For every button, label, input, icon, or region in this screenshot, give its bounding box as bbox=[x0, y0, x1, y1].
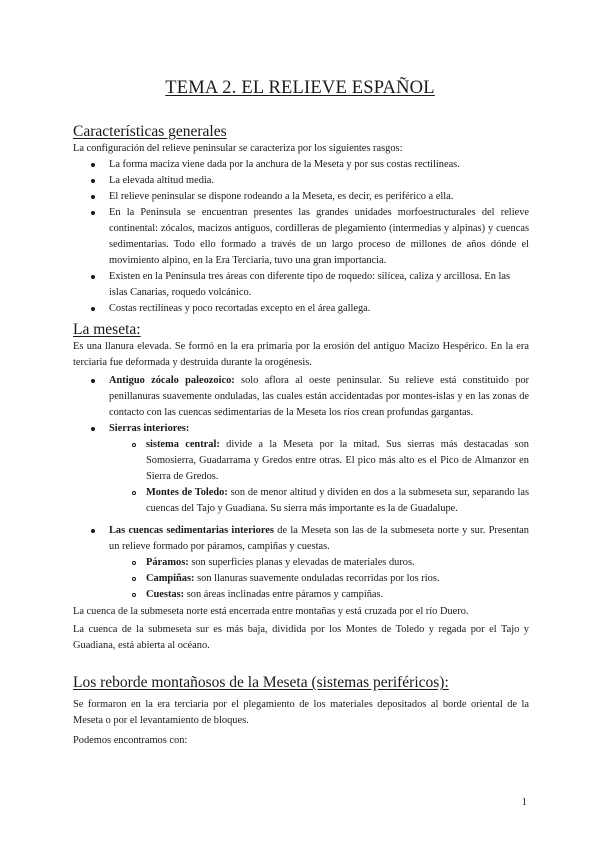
sistema-central-text: divide a la Meseta por la mitad. Sus sierras más destacadas son Somosierra, Guadarrama y Gredos entre otras. El pico más alto es el Pico de Almanzor en Sierra de Gredos. bbox=[146, 439, 529, 482]
section2-para-norte: La cuenca de la submeseta norte está encerrada entre montañas y está cruzada por el río Duero. bbox=[73, 606, 469, 617]
paramos-label: Páramos: bbox=[146, 557, 189, 568]
montes-toledo-label: Montes de Toledo: bbox=[146, 487, 228, 498]
bullet-icon bbox=[91, 307, 95, 311]
section1-bullet-5: Existen en la Península tres áreas con diferente tipo de roquedo: silícea, caliza y arcillosa. En las islas Canarias, roquedo volcánico. bbox=[109, 271, 511, 298]
paramos-text: son superficies planas y elevadas de materiales duros. bbox=[188, 557, 415, 568]
bullet-icon bbox=[91, 211, 95, 215]
section1-bullet-6: Costas rectilíneas y poco recortadas excepto en el área gallega. bbox=[109, 303, 371, 314]
cuencas-item bbox=[109, 523, 529, 555]
section2-para-sur: La cuenca de la submeseta sur es más baja, dividida por los Montes de Toledo y regada por el Tajo y Guadiana, está abierta al océano. bbox=[73, 624, 529, 651]
zocalo-label: Antiguo zócalo paleozoico: bbox=[109, 375, 235, 386]
section1-bullet-2: La elevada altitud media. bbox=[109, 175, 215, 186]
section2-intro: Es una llanura elevada. Se formó en la era primaria por la erosión del antiguo Macizo Hespérico. En la era terciaria fue deformada y destruida durante la orogénesis. bbox=[73, 341, 529, 368]
campinas-item bbox=[146, 571, 529, 587]
montes-toledo-item bbox=[146, 485, 529, 517]
sistema-central-label: sistema central: bbox=[146, 439, 220, 450]
section1-bullet-4: En la Península se encuentran presentes las grandes unidades morfoestructurales del relieve continental: zócalos, macizos antiguos, cordilleras de plegamiento (intermedias y alpinas) y cuencas sedimentarias. Todo ello formado a través de un largo proceso de millones de años dónde el movimiento alpino, en la Era Terciaria, tuvo una gran importancia. bbox=[109, 207, 529, 266]
page-number: 1 bbox=[521, 797, 527, 808]
sub-bullet-icon bbox=[132, 577, 136, 581]
section-heading-meseta: La meseta: bbox=[73, 321, 141, 338]
section3-para: Se formaron en la era terciaria por el plegamiento de los materiales depositados al borde oriental de la Meseta o por el levantamiento de bloques. bbox=[73, 699, 529, 726]
sub-bullet-icon bbox=[132, 443, 136, 447]
bullet-icon bbox=[91, 379, 95, 383]
zocalo-text: solo aflora al oeste peninsular. Su relieve está constituido por penillanuras suavemente onduladas, las cuales están accidentadas por montes-islas y en las zonas de contacto con las cuencas sedimentarias de la Meseta los ríos crean profundas gargantas. bbox=[109, 375, 529, 418]
bullet-icon bbox=[91, 427, 95, 431]
cuestas-label: Cuestas: bbox=[146, 589, 185, 600]
sierras-item bbox=[109, 421, 529, 437]
bullet-icon bbox=[91, 529, 95, 533]
section1-bullet-1: La forma maciza viene dada por la anchura de la Meseta y por sus costas rectilíneas. bbox=[109, 159, 460, 170]
sub-bullet-icon bbox=[132, 561, 136, 565]
paramos-item bbox=[146, 555, 529, 571]
campinas-text: son llanuras suavemente onduladas recorridas por los ríos. bbox=[194, 573, 440, 584]
zocalo-item bbox=[109, 373, 529, 421]
section1-intro: La configuración del relieve peninsular se caracteriza por los siguientes rasgos: bbox=[73, 143, 403, 154]
bullet-icon bbox=[91, 163, 95, 167]
cuencas-text: de la Meseta son las de la submeseta norte y sur. Presentan un relieve formado por páramos, campiñas y cuestas. bbox=[109, 525, 529, 552]
montes-toledo-text: son de menor altitud y dividen en dos a la submeseta sur, separando las cuencas del Tajo y Guadiana. Su sierra más importante es la de Guadalupe. bbox=[146, 487, 529, 514]
sierras-label: Sierras interiores: bbox=[109, 423, 190, 434]
bullet-icon bbox=[91, 195, 95, 199]
section-heading-rebordes: Los reborde montañosos de la Meseta (sistemas periféricos): bbox=[73, 674, 449, 691]
cuencas-label: Las cuencas sedimentarias interiores bbox=[109, 525, 274, 536]
sistema-central-item bbox=[146, 437, 529, 485]
page-title: TEMA 2. EL RELIEVE ESPAÑOL bbox=[165, 78, 435, 98]
cuestas-text: son áreas inclinadas entre páramos y campiñas. bbox=[184, 589, 384, 600]
section3-list-intro: Podemos encontramos con: bbox=[73, 735, 188, 746]
sub-bullet-icon bbox=[132, 593, 136, 597]
sub-bullet-icon bbox=[132, 491, 136, 495]
section1-bullet-3: El relieve peninsular se dispone rodeando a la Meseta, es decir, es periférico a ella. bbox=[109, 191, 454, 202]
campinas-label: Campiñas: bbox=[146, 573, 195, 584]
bullet-icon bbox=[91, 179, 95, 183]
bullet-icon bbox=[91, 275, 95, 279]
cuestas-item bbox=[146, 587, 529, 603]
section-heading-caracteristicas: Características generales bbox=[73, 123, 227, 140]
